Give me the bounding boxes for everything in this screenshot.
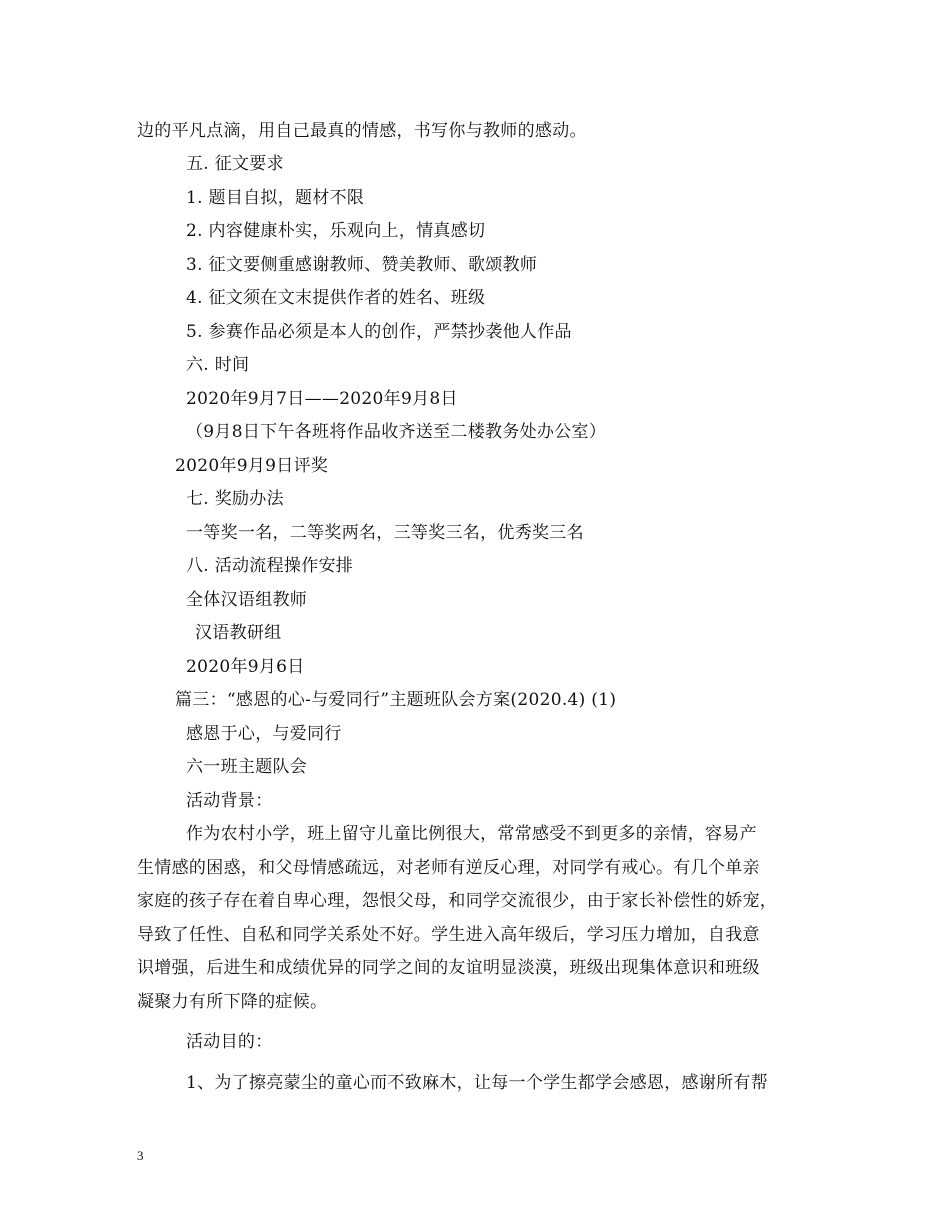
section-heading: 八. 活动流程操作安排	[186, 556, 354, 576]
text-line: 感恩于心，与爱同行	[186, 724, 342, 744]
list-item: 5. 参赛作品必须是本人的创作，严禁抄袭他人作品	[186, 322, 572, 342]
text-line: 2020年9月9日评奖	[175, 456, 329, 476]
paragraph-line: 凝聚力有所下降的症候。	[137, 992, 328, 1012]
text-line: 2020年9月6日	[186, 657, 305, 677]
section-heading: 七. 奖励办法	[186, 489, 284, 509]
section-heading: 活动背景：	[186, 791, 273, 811]
paragraph-line: 导致了任性、自私和同学关系处不好。学生进入高年级后，学习压力增加，自我意	[137, 925, 760, 945]
text-line: 边的平凡点滴，用自己最真的情感，书写你与教师的感动。	[137, 121, 587, 141]
paragraph-line: 家庭的孩子存在着自卑心理，怨恨父母，和同学交流很少，由于家长补偿性的娇宠，	[137, 891, 778, 911]
text-line: 一等奖一名，二等奖两名，三等奖三名，优秀奖三名	[186, 523, 584, 543]
text-line: 2020年9月7日——2020年9月8日	[186, 389, 458, 409]
paragraph-line: 作为农村小学，班上留守儿童比例很大，常常感受不到更多的亲情，容易产	[186, 824, 757, 844]
text-line: 汉语教研组	[195, 623, 282, 643]
section-heading: 活动目的：	[186, 1032, 273, 1052]
text-line: （9月8日下午各班将作品收齐送至二楼教务处办公室）	[186, 422, 607, 442]
article-title: 篇三：“感恩的心-与爱同行”主题班队会方案(2020.4) (1)	[175, 690, 617, 710]
list-item: 1. 题目自拟，题材不限	[186, 188, 365, 208]
list-item: 3. 征文要侧重感谢教师、赞美教师、歌颂教师	[186, 255, 538, 275]
list-item: 4. 征文须在文末提供作者的姓名、班级	[186, 288, 486, 308]
section-heading: 五. 征文要求	[186, 154, 284, 174]
paragraph-line: 生情感的困惑，和父母情感疏远，对老师有逆反心理，对同学有戒心。有几个单亲	[137, 858, 760, 878]
paragraph-line: 1、为了擦亮蒙尘的童心而不致麻木，让每一个学生都学会感恩，感谢所有帮	[186, 1073, 769, 1093]
list-item: 2. 内容健康朴实，乐观向上，情真感切	[186, 221, 486, 241]
text-line: 全体汉语组教师	[186, 590, 308, 610]
text-line: 六一班主题队会	[186, 757, 308, 777]
paragraph-line: 识增强，后进生和成绩优异的同学之间的友谊明显淡漠，班级出现集体意识和班级	[137, 958, 760, 978]
page-number: 3	[137, 1148, 144, 1163]
section-heading: 六. 时间	[186, 355, 250, 375]
